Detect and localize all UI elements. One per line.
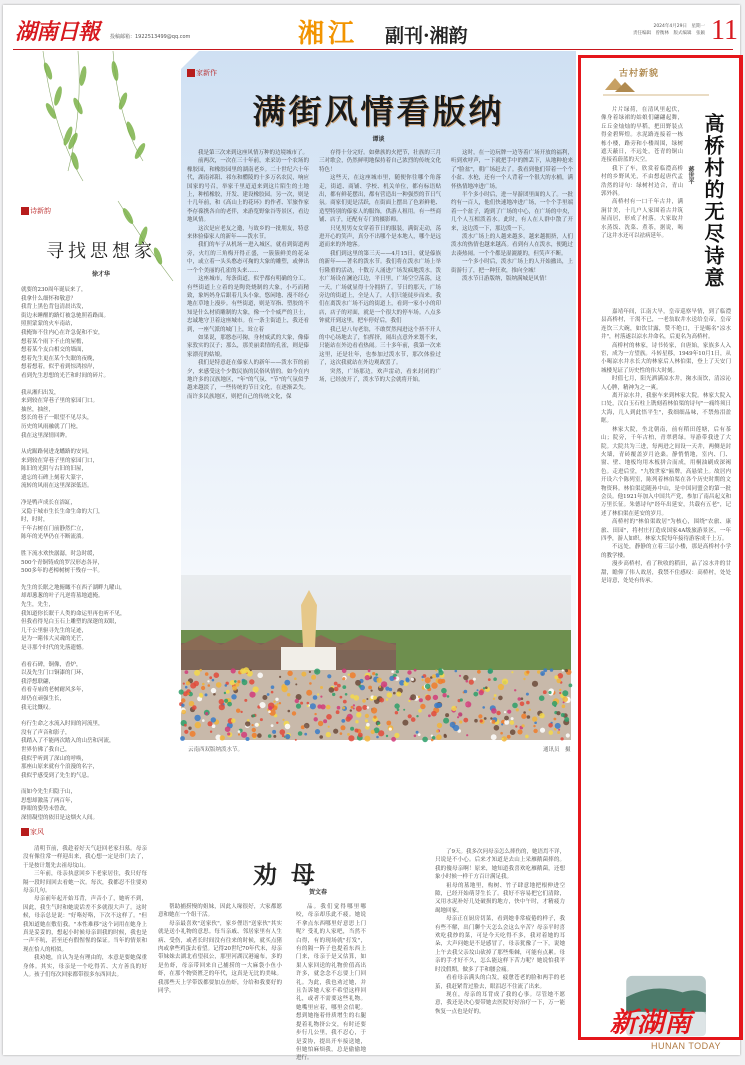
family-column-2	[158, 903, 282, 995]
paragraph: 半个多小时后，进一导游团里面的人了。一批约有一百人，他们快速地冲进广场，一个个手里端着一个盆子，跑到了广场的中心，在广场的中央，几个人互相泼着水。此时，有人在人群中散了开来，这边泼一下，那边泼一下。	[451, 192, 573, 232]
poem-line: 没有了声音和影子，	[21, 729, 71, 736]
paragraph: 品。我们觉得哪里哪咬，母亲却乐此不疲。她说不拿点东西哪里好意思上门呢？受礼的人家吧，当然不白得，有的现场就"打发"，有的隔一阵子也提着东西上门来，母亲于是又估算，如果人家回送的礼物价值高出许多，就念念不忘要上门回礼。为此，我也劝过她，并且告诉她人家不希望这样回礼，或者不需要这些礼物。她嘴里应着，哪里会信呢。想到她拖着骨质增生的右腿提着礼物挤公交，有时还要步行几公里，我不忍心，于是妥协，提出开车接送她，但她怕麻烦我，总是偷偷地进行。	[296, 904, 366, 1062]
poem-line: 我背上黑色背包清晨出发，	[21, 304, 88, 311]
poem-line: 500多年的老樟树树干残存一半。	[21, 568, 103, 575]
section-subtitle: 副刊·湘韵	[385, 25, 468, 47]
poem-line: 净是鸭声成长在浴缸，	[21, 500, 77, 507]
brand-cn-mark: 新湖南	[609, 1006, 692, 1039]
paragraph: 母亲最喜欢"送家伙"，家乡俚语"送家伙"其实就是送小礼物的意思。每当亲戚、邻居家里有人生病、受伤，或者长时间没有往来的时候，就买点猪肉或拿些鸡蛋去看望。记得20世纪70年代末，母亲带妹妹去湖北看望叔公，那里河湖汉港遍布，多的是鱼虾，母亲带回来自己捕捞的一大麻袋小鱼小虾，在那个物资匮乏的年代，这真是无比的美味。我那些天上学带饭都要加点鱼虾，分给和我要好的同学。	[158, 920, 282, 995]
poem-line: 先生的长眠之地俯瞰不在西子湖畔九曜山，	[21, 584, 126, 591]
poem-line: 就要的230周年诞辰来了，	[21, 287, 87, 293]
main-article-author: 谭谈	[372, 136, 385, 143]
poem-line: 500个青铜铸成的罗汉形态各异，	[21, 559, 103, 566]
poem-line: 而如今先生归隐于山，	[21, 789, 77, 796]
paragraph: 前两次，一次在三十年前，来采访一个农场的橡胶园，和橡胶园里的湖南老乡。二十世纪六十年代，湖南祁阳、祁东和醴陵的十多万名农民，响应国家的号召，举家千里迢迢来到这片陌生的土地上，种植橡胶，开发、建设橡胶园。另一次，则是十几年前，和《高山上的花环》的作者、军旅作家李存葆携各自的老伴，来游览野象谷等景区，看边地风情。	[187, 158, 309, 224]
paragraph: 帮助捕捞慢的姐妹，因此人缘很好，大家都愿意和她在一个组干活。	[158, 904, 282, 919]
family-column-3	[296, 903, 366, 1063]
poem-line: 来到较在穿巷子里的家园门口，	[21, 457, 99, 464]
poem-line: 我浮想联翩，	[21, 678, 55, 685]
poem-line: 我无比慨叹。	[21, 704, 55, 711]
photo-caption: 云南西双版纳泼水节。	[188, 747, 244, 753]
poem-line: 想着某个雨下不止的屋檐，	[21, 338, 88, 345]
poem-section	[21, 200, 181, 831]
tag-mark	[21, 207, 29, 215]
poem-line: 想着某个友白相交的墙面，	[21, 347, 88, 354]
paragraph: 现在，母亲的耳背成了我的心事。尽管她不愿意，我还是决心要带她去医院好好治疗一下，万一能恢复一点也是好的。	[435, 991, 565, 1015]
poem-line: 看到先生思想的光芒和时间的碎片。	[21, 372, 110, 379]
paragraph: 一个多小时后，泼水广场上的人开始撤出，上街游行了，把一种狂欢，推向全城！	[451, 259, 573, 274]
main-article-tag: 家新作	[187, 68, 217, 78]
poem-line: 陈年的光华仍在不断流淌。	[21, 534, 88, 541]
water-festival-photo	[181, 575, 571, 740]
poem-line: 照照蒙蒙的火车南站，	[21, 321, 77, 328]
paragraph: 高桥村的"林伯渠故居"为核心，围绕"农旅、康旅、田园"，将村庄打造成国家4A级旅游景区，一年四季，游人如织。林家大院每年接待游客成千上万。	[601, 519, 731, 542]
poem-line: 流转的风雨在这里深深低语。	[21, 483, 93, 490]
hunan-today-logo	[603, 973, 733, 1041]
poem-line: 睁眼的姿势未曾改，	[21, 806, 71, 813]
poem-line: 看看寺庙的老树耐风多年，	[21, 687, 88, 694]
family-column-1	[23, 845, 147, 980]
poem-line: 我似乎听到了深山的呼唤，	[21, 755, 88, 762]
main-article-title: 满街风情看版纳	[252, 92, 505, 131]
sidebar-article	[578, 55, 743, 1040]
family-article-tag: 家风	[21, 827, 44, 837]
sidebar-tag: 古村新貌	[619, 69, 660, 79]
poem-line: 我拿什么细怀和敬意？	[21, 295, 77, 302]
poem-line: 街边未睡醒的路灯被急驰照着路面。	[21, 312, 110, 319]
poem-line: 却却葱葱的叶子凡逆将墓地遮掩。	[21, 593, 104, 600]
poem-author: 徐才华	[91, 271, 110, 278]
poem-line: 胜下流水欢快潺潺，时急时缓，	[21, 551, 99, 558]
brand-english-name: HUNAN TODAY	[651, 1041, 722, 1051]
photo-credit: 通讯员 摄	[543, 747, 571, 753]
paragraph: 存得十分完好。如彝族的火把节，壮族的三月三对歌会，仍然鲜明地保持着自己浓烈的传统文化特色！	[319, 150, 441, 173]
poem-line: 是寻那个时代的先落遗憾。	[21, 644, 88, 651]
sidebar-body-narrow	[601, 106, 683, 241]
paragraph: 时值七月，阳光洒满凉水井，掬水而饮，清凉沁人心脾，精神为之一爽。	[601, 376, 731, 391]
paragraph: 只见男男女女穿着节日的服装，满街走动，荡进开心的笑声，真分不出哪个是本地人，哪个是远道而来的外地客。	[319, 225, 441, 249]
poem-line: 时，时时，	[21, 517, 49, 524]
paragraph: 这次是应老友之邀，与故乡的一批朋友，特意来体验傣家人的新年——泼水节。	[187, 225, 309, 241]
poem-line: 遗忘的石碑上刻着大篆字，	[21, 474, 88, 481]
issue-date: 2024年4月29日 星期一	[653, 24, 705, 29]
paragraph: 嘉靖年间，江南大旱，皇帝巡察旱情，到了临澧县高桥村，干渴不已，一老翁取井水送给皇帝，皇帝连饮三大碗，如饮甘露，赞不绝口，于是赐名"凉水井"，村落遂以凉水井命名，后更名为高桥村。	[601, 309, 731, 341]
paragraph: 我已是八旬老翁，不敢贸然闯进这个挤不开人的中心场地去了，怕挥挤，闹出点意外来划不来，只能站在外边看看热闹。三十多年前，我第一次来这里，还是壮年，也参加过泼水节，那次体验过了，这次我就站在外边观战罢了。	[319, 326, 441, 367]
poem-line: 我从湘归出发，	[21, 389, 60, 396]
paragraph: 突然，广场那边，欢声雷动，看来封闭的广场，已经放开了，泼水节的大会就将开始。	[319, 368, 441, 383]
main-column-1	[187, 149, 309, 401]
family-article-title: 劝母	[253, 860, 329, 889]
family-article-author: 贺文春	[308, 889, 327, 896]
paragraph: 漫步高桥村，看了秋收的稻田，品了凉水井的甘甜，瞻仰了伟人故居，我禁不住感叹：高桥村，处处是诗意，处处有传承。	[601, 561, 731, 584]
issue-editors: 责任编辑 曾衡林 版式编辑 张颖	[633, 31, 705, 36]
poem-line: 悠长的巷子一眼望不见尽头，	[21, 415, 93, 422]
poem-line: 我知道你长眠千人类的命运里再也听不见，	[21, 610, 126, 617]
paragraph: 我们的车子从机场一进入城区，就看到街道两旁，火红的三角梅开得正盛，一簇簇鲜美的花朵中，或立着一头头憨态可掬的大象的雕塑，或伸出一个个美丽的孔雀的头来……	[187, 242, 309, 274]
paragraph: 不远处，静静的立着三层小楼，那是高桥村小学的教学楼。	[601, 544, 731, 559]
paragraph: 母亲正在厨房切菜，看到她非常疲倦的样子，我有些不解，出门聊个天怎么会这么辛苦？母亲平时喜欢吃我炒的菜，可是今天吃得不多，我对着她的耳朵，大声问她是不是感冒了，母亲犹豫了一下，说她上午去我父亲坟山砍掉了那些柴棘，可能有点累。母亲的手才好不久，怎么能这样下苦力呢？她说怕我平时没假期，做多了手和腰会痛。	[435, 916, 565, 973]
main-article-columns	[187, 149, 573, 401]
poem-line: 但我看得见白玉石上雕塑的深邃的双眼，	[21, 619, 121, 626]
paragraph: 离开凉水井，我驱车来到林家大院。林家大院入口处，汉白玉石柱上镌刻着林伯渠的诗句"一痛终须日大海，几人到此悟平生"，我细细品味，不禁热泪盈眶。	[601, 393, 731, 425]
newspaper-page	[3, 5, 740, 1062]
paragraph: 如果说，那憨态可掬，身材威武的大象，像傣家敦实的汉子；那么，那美丽柔情的孔雀，则是傣家漂亮的姑娘。	[187, 334, 309, 358]
paragraph: 我下了车，欣赏着临澧高桥村的乡野风光，不由想起唐代孟浩然的诗句：绿树村边合，青山郭外斜。	[601, 165, 683, 198]
poem-line: 思想却激荡了两百年，	[21, 797, 77, 804]
paragraph: 我劝她，自认为是有理由的，本意是要她保重身体。其实，母亲是一个吃得苦、大方善良的好人。孩子们每次回家都带很多东西回去。	[23, 955, 147, 979]
poem-line: 有行生命之水流入时间的河流里，	[21, 721, 104, 728]
poem-line: 来到较在穿巷子里的家园门口。	[21, 398, 99, 405]
paragraph: 泼水节日游版纳，版纳满城是风情！	[462, 276, 551, 283]
paragraph: 我们到这里的第三天——4月15日，就是傣族的新年——著名的泼水节。我们将在泼水广场上举行隆重的活动，十数万人涌进广场发疯地泼水。泼水广场设在澜沧江边，平日里，广场空空荡荡，这一天，广场就显得十分拥挤了。节日的那天，广场旁边的街道上，全是人了，人们只能徒步而来。我们在离泼水广场不远的街道上，看到一家小小的印店，店子的对面，就是一个很大的停车场。八点多钟就开到这里，把车停好后，我们	[319, 250, 441, 325]
poem-line: 以及先生门口铜漆的门环，	[21, 670, 88, 677]
poem-line: 从虎踞路伺进龙蟠路的安同，	[21, 449, 93, 456]
submission-email: 投稿邮箱：1922513499@qq.com	[110, 34, 191, 40]
issue-meta	[613, 23, 705, 37]
paragraph: 这些天，在这座城市里，随便你往哪个角落走，街道、商铺、学校、机关单位，都有标语贴出，都有鲜花摆出，都有营造出一种强烈的节日气氛。商家们更是活跃，在街面上摆出了色彩鲜艳、造型特别的傣家人的服饰，供游人租用。有一些商铺、店子，还配有专门的摄影师。	[319, 175, 441, 224]
poem-line: 我似乎感受到了先生的气息。	[21, 772, 93, 779]
masthead	[13, 13, 738, 50]
paragraph: 祖母的墓地里，构树、竹子肆意地把根伸进空隙，已经开始萌芽生长了。我好不容易把它们清除，又用水泥补好几处破损的地方，快中午时，才精疲力竭地回家。	[435, 882, 565, 914]
family-column-4	[435, 848, 566, 1015]
main-column-2	[319, 149, 441, 401]
poem-line: 几千公里驱寻先生的足迹，	[21, 627, 88, 634]
poem-line: 我在这里深情回眸。	[21, 432, 71, 439]
poem-line: 是为一睹伟大灵魂的光芒，	[21, 636, 88, 643]
poem-line: 先生，先生，	[21, 602, 55, 608]
poem-line: 陈旧的光阴与古旧的旧屋，	[21, 466, 88, 473]
sidebar-title: 高桥村的无尽诗意	[701, 113, 725, 289]
paragraph: 我是第三次来到这座风情万种的边境城市了。	[198, 150, 309, 156]
paragraph: 这时，在一边玩牌一边等着广场开放的福利，听到欢呼声，一下就把手中的牌丢下，从地种抢来了"脸盆"，朝广场赶去了。我看到他们带着一个个小盆、水枪，还有一个人背着一个很大的水桶，满怀热情地冲进广场。	[451, 150, 573, 190]
sidebar-body-wide	[601, 308, 731, 585]
poem-line: 又隐于城市生长生命生命的大门，	[21, 508, 104, 515]
poem-line: 历史的风雨融就了门枪，	[21, 423, 82, 430]
page-number: 11	[711, 15, 738, 46]
paragraph: 清明节前，我趁着好天气赶回老家扫墓。母亲没有像往常一样迎出来，我心想一定是串门去了，于是按计划先去祖母坟山。	[23, 846, 147, 869]
newspaper-logo: 湖南日報	[15, 19, 100, 45]
paragraph: 片片绿荷，在清风里起伏，像身着绿裙的姑娘们翩翩起舞，丘丘金灿灿的早稻，把田野装点得金碧辉煌。水泥路连接着一栋栋小楼，路旁和小楼周围，绿树遮天蔽日，不远处，苍青的铜山连接着蔚蓝的天空。	[601, 107, 683, 164]
section-title: 湘江	[298, 19, 359, 49]
paragraph: 我们是特意赶在傣家人的新年——泼水节的前夕，来感受这个少数民族的民俗风情的。如今在内地许多的汉族地区，"年"的气氛、"节"的气氛似乎越来越淡了，一些传统的节日文化，在逐渐丢失。而许多民族地区，则把自己的传统文化，保	[187, 360, 309, 400]
main-column-3	[451, 149, 573, 401]
poem-body	[21, 286, 181, 831]
paragraph: 三年前，母亲执意回乡下老家居住，我只好每隔一段时间回去看她一次。每次，我都忍不住要劝母亲几句。	[23, 871, 147, 895]
poem-title: 寻找思想家	[46, 241, 156, 262]
paragraph: 林家大院，坐北朝南，前有稻田莲塘，后有茶山；院旁，千年古柏，青翠碧绿。导游带我进了大院。大院共为三进，每两进之间设一天井，两侧是封火墙，青砖覆盖岁月沧桑。静悄悄地，室内、门、窗、壁、地板均用木板拼合而成，用桐油刷成深褐色。走进后堂，"九牧世家"匾牌，高悬梁上。故居内开设六个陈列室，陈列着林伯渠在各个历史时期的文物资料。林伯渠追随孙中山，是中国同盟会的第一批会员。他1921年加入中国共产党，参加了南昌起义和万里长征。朱德诗句"经年出延安，共载有五老"，记述了林伯渠在延安的岁月。	[601, 426, 731, 517]
paragraph: 这座城市，每条街道，似乎都有明确的分工。有些街道上立着的是陶瓷烧制的大象，小巧而精致，象妈妈身后跟着几头小象，悠闲地、漫不经心地在草地上漫步。有些街道，则是军指、塑胶的不知是什么材质雕制的大象，像一个个威严的卫士，忠诚地守卫着这座城市。在一条主街道上，我还看到，一座气派的城门上，耸立着	[187, 276, 309, 333]
poem-section-tag: 诗新韵	[21, 206, 51, 216]
paragraph: 母亲前年起开始耳背，声音小了，她听不到，因此，我生气时和她说话差不多就很大声了。这时候，母亲总是说："好咯好咯，下次不这样了。"但我知道她在敷衍我。"本性难移"这个词用在她身上真是妥妥的，想起小时候母亲训我的时候，我也是一声不吭，甚至还有假惺惺的保证。当年的情景和现在恰人的相似。	[23, 896, 147, 953]
sidebar-author: 蒋世平	[687, 166, 694, 184]
paragraph: 高桥村有一口千年古井，满涧甘美，十几户人家围着古井筑屋而居，形成了村落。大家取井水蒸饭、洗菜、煮茶，据说，喝了这井水还可以祛病延年。	[601, 199, 683, 240]
paragraph: 了9天。我多次问母亲怎么摔伤的，她语焉不详，只说是不小心。后来才知道是去山上采雁鹅菌摔的。我的傻母亲啊！原来，她知道我喜欢吃雁鹅菌，还想象小时候一样千方百计满足我。	[435, 849, 566, 881]
paragraph: 看看母亲满头的白发，疲惫苍老的脸和两手的老茧，我赶紧背过脸去，眼泪忍不住流了出来。	[435, 975, 565, 990]
poem-line: 深情凝望的依旧是这烟火人间。	[21, 815, 99, 822]
poem-line: 想着先生更在某个失眠的夜晚，	[21, 355, 99, 362]
paragraph: 泼水广场上的人越来越多，越来越拥挤，人们泼水的热情也越来越高。看到有人在泼水，便跑过去凑热闹。一个个都是湿漉漉的，但笑声不断。	[451, 234, 573, 257]
poem-line: 那座山原来就有个浪漫的名字，	[21, 764, 99, 771]
poem-line: 却仍在顽强生长，	[21, 695, 66, 702]
poem-line: 看看石碑，铜像，香炉，	[21, 661, 82, 668]
poem-line: 千年古树在门前静然伫立，	[21, 525, 88, 532]
poem-line: 我掩饰不住内心在许急促和不安，	[21, 329, 104, 336]
poem-line: 我踏入了不能两次踏入的山岳和河流，	[21, 738, 115, 745]
poem-line: 想着想着，似乎看到惊鸿掠岸，	[21, 364, 99, 371]
paragraph: 高桥村的林家，诗书传家，自唐始，家族多人入宦，成为一方望族。斗转星移，1949年10月1日，从小喝凉水井水长大的林家后人林伯渠，登上了天安门城楼见证了历史性的伟大时刻。	[601, 342, 731, 374]
poem-line: 世界仿佛了我自己，	[21, 746, 71, 753]
poem-line: 抽丝，抽丝，	[21, 406, 55, 413]
